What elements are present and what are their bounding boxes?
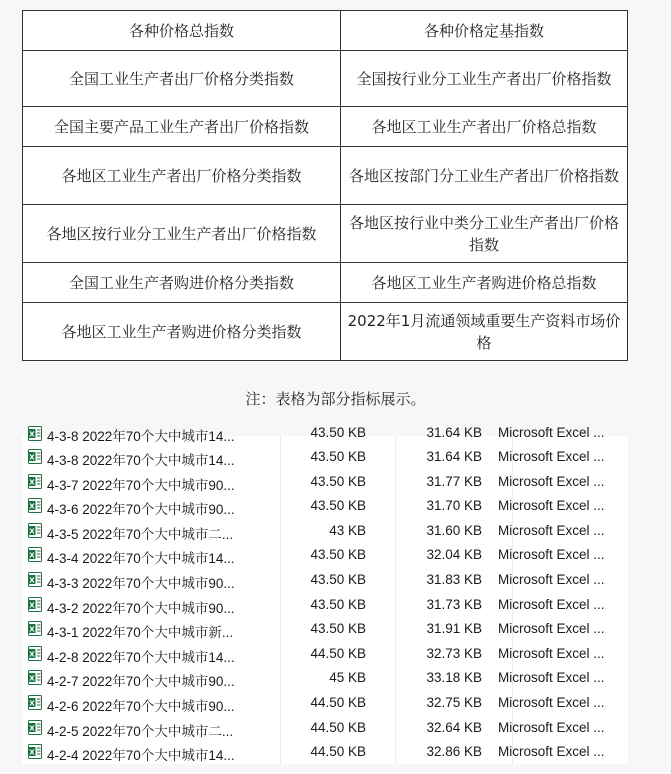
file-size: 43.50 KB (310, 473, 366, 489)
file-size: 43.50 KB (310, 621, 366, 637)
index-table-row (23, 205, 628, 263)
file-name: 4-3-2 2022年70个大中城市90... (47, 600, 235, 616)
svg-text:X: X (29, 600, 35, 609)
file-size-compressed: 32.86 KB (426, 744, 482, 760)
index-table-row (23, 303, 628, 361)
file-type: Microsoft Excel ... (498, 670, 605, 686)
index-cell-right: 各种价格定基指数 (341, 11, 628, 51)
file-row[interactable] (22, 444, 628, 469)
excel-file-icon (28, 646, 42, 661)
file-row[interactable] (22, 469, 628, 494)
file-type: Microsoft Excel ... (498, 498, 605, 514)
excel-file-icon (28, 670, 42, 685)
svg-text:X: X (29, 699, 35, 708)
file-size: 43.50 KB (310, 449, 366, 464)
file-type: Microsoft Excel ... (498, 621, 605, 637)
table-note: 注：表格为部分指标展示。 (245, 390, 426, 408)
file-name: 4-2-7 2022年70个大中城市90... (47, 674, 235, 690)
index-cell-right: 各地区工业生产者出厂价格总指数 (341, 107, 628, 147)
file-row[interactable] (22, 425, 628, 444)
svg-text:X: X (29, 477, 35, 486)
file-name: 4-2-8 2022年70个大中城市14... (47, 649, 235, 665)
file-type: Microsoft Excel ... (498, 694, 605, 710)
index-cell-right: 2022年1月流通领域重要生产资料市场价格 (341, 303, 628, 361)
file-size-compressed: 32.64 KB (426, 719, 482, 735)
file-size: 43.50 KB (310, 498, 366, 514)
file-type: Microsoft Excel ... (498, 522, 605, 538)
svg-text:X: X (29, 748, 35, 757)
file-name: 4-3-5 2022年70个大中城市二... (47, 526, 234, 542)
file-size-compressed: 32.73 KB (426, 645, 482, 661)
file-row[interactable] (22, 739, 628, 764)
svg-text:X: X (29, 430, 35, 439)
file-row[interactable] (22, 616, 628, 641)
file-row[interactable] (22, 665, 628, 690)
file-type: Microsoft Excel ... (498, 547, 605, 563)
file-size-compressed: 33.18 KB (426, 670, 482, 686)
file-name: 4-2-6 2022年70个大中城市90... (47, 698, 235, 714)
index-cell-right: 全国按行业分工业生产者出厂价格指数 (341, 51, 628, 107)
excel-file-icon (28, 621, 42, 636)
file-size: 43.50 KB (310, 425, 366, 440)
file-size-compressed: 32.75 KB (426, 694, 482, 710)
file-size-compressed: 31.70 KB (426, 498, 482, 514)
svg-text:X: X (29, 674, 35, 683)
file-type: Microsoft Excel ... (498, 744, 605, 760)
excel-file-icon (28, 474, 42, 489)
excel-file-icon (28, 695, 42, 710)
file-row[interactable] (22, 715, 628, 740)
index-cell-right: 各地区按部门分工业生产者出厂价格指数 (341, 147, 628, 205)
file-row[interactable] (22, 690, 628, 715)
file-size: 43.50 KB (310, 596, 366, 612)
file-name: 4-2-4 2022年70个大中城市14... (47, 748, 235, 764)
index-table (22, 10, 628, 361)
file-type: Microsoft Excel ... (498, 719, 605, 735)
excel-file-icon (28, 426, 42, 441)
excel-file-icon (28, 597, 42, 612)
index-cell-left: 各地区按行业分工业生产者出厂价格指数 (23, 205, 341, 263)
index-table-row (23, 51, 628, 107)
index-table-row (23, 147, 628, 205)
file-name: 4-3-3 2022年70个大中城市90... (47, 575, 235, 591)
index-table-row (23, 11, 628, 51)
file-size-compressed: 31.91 KB (426, 621, 482, 637)
file-size-compressed: 31.83 KB (426, 571, 482, 587)
excel-file-icon (28, 547, 42, 562)
file-name: 4-3-4 2022年70个大中城市14... (47, 551, 235, 567)
svg-text:X: X (29, 502, 35, 511)
file-size: 43.50 KB (310, 547, 366, 563)
file-list (22, 425, 628, 764)
svg-text:X: X (29, 453, 35, 462)
file-size-compressed: 32.04 KB (426, 547, 482, 563)
index-cell-left: 各种价格总指数 (23, 11, 341, 51)
file-size: 44.50 KB (310, 744, 366, 760)
file-name: 4-3-1 2022年70个大中城市新... (47, 625, 234, 641)
excel-file-icon (28, 572, 42, 587)
svg-text:X: X (29, 723, 35, 732)
svg-text:X: X (29, 625, 35, 634)
index-cell-left: 各地区工业生产者出厂价格分类指数 (23, 147, 341, 205)
file-size-compressed: 31.73 KB (426, 596, 482, 612)
file-size-compressed: 31.64 KB (426, 425, 482, 440)
svg-text:X: X (29, 527, 35, 536)
excel-file-icon (28, 523, 42, 538)
file-type: Microsoft Excel ... (498, 645, 605, 661)
file-size: 44.50 KB (310, 645, 366, 661)
index-table-container (22, 10, 628, 361)
index-cell-left: 全国工业生产者出厂价格分类指数 (23, 51, 341, 107)
svg-text:X: X (29, 551, 35, 560)
file-row[interactable] (22, 542, 628, 567)
file-type: Microsoft Excel ... (498, 473, 605, 489)
file-size: 44.50 KB (310, 719, 366, 735)
index-cell-right: 各地区工业生产者购进价格总指数 (341, 263, 628, 303)
file-row[interactable] (22, 518, 628, 543)
file-name: 4-3-8 2022年70个大中城市14... (47, 453, 235, 468)
file-size: 45 KB (329, 670, 366, 686)
index-cell-left: 全国工业生产者购进价格分类指数 (23, 263, 341, 303)
excel-file-icon (28, 449, 42, 464)
file-row[interactable] (22, 493, 628, 518)
index-table-row (23, 263, 628, 303)
file-type: Microsoft Excel ... (498, 425, 605, 440)
file-type: Microsoft Excel ... (498, 449, 605, 464)
file-name: 4-3-7 2022年70个大中城市90... (47, 477, 235, 493)
file-type: Microsoft Excel ... (498, 571, 605, 587)
index-table-row (23, 107, 628, 147)
file-name: 4-3-8 2022年70个大中城市14... (47, 429, 235, 444)
svg-text:X: X (29, 650, 35, 659)
index-cell-left: 各地区工业生产者购进价格分类指数 (23, 303, 341, 361)
file-size-compressed: 31.64 KB (426, 449, 482, 464)
svg-text:X: X (29, 576, 35, 585)
excel-file-icon (28, 498, 42, 513)
file-size: 43 KB (329, 522, 366, 538)
file-name: 4-2-5 2022年70个大中城市二... (47, 723, 234, 739)
file-row[interactable] (22, 641, 628, 666)
index-cell-left: 全国主要产品工业生产者出厂价格指数 (23, 107, 341, 147)
file-size-compressed: 31.60 KB (426, 522, 482, 538)
excel-file-icon (28, 744, 42, 759)
file-size-compressed: 31.77 KB (426, 473, 482, 489)
file-type: Microsoft Excel ... (498, 596, 605, 612)
file-size: 44.50 KB (310, 694, 366, 710)
excel-file-icon (28, 720, 42, 735)
file-name: 4-3-6 2022年70个大中城市90... (47, 502, 235, 518)
file-row[interactable] (22, 567, 628, 592)
file-row[interactable] (22, 592, 628, 617)
index-cell-right: 各地区按行业中类分工业生产者出厂价格指数 (341, 205, 628, 263)
file-size: 43.50 KB (310, 571, 366, 587)
